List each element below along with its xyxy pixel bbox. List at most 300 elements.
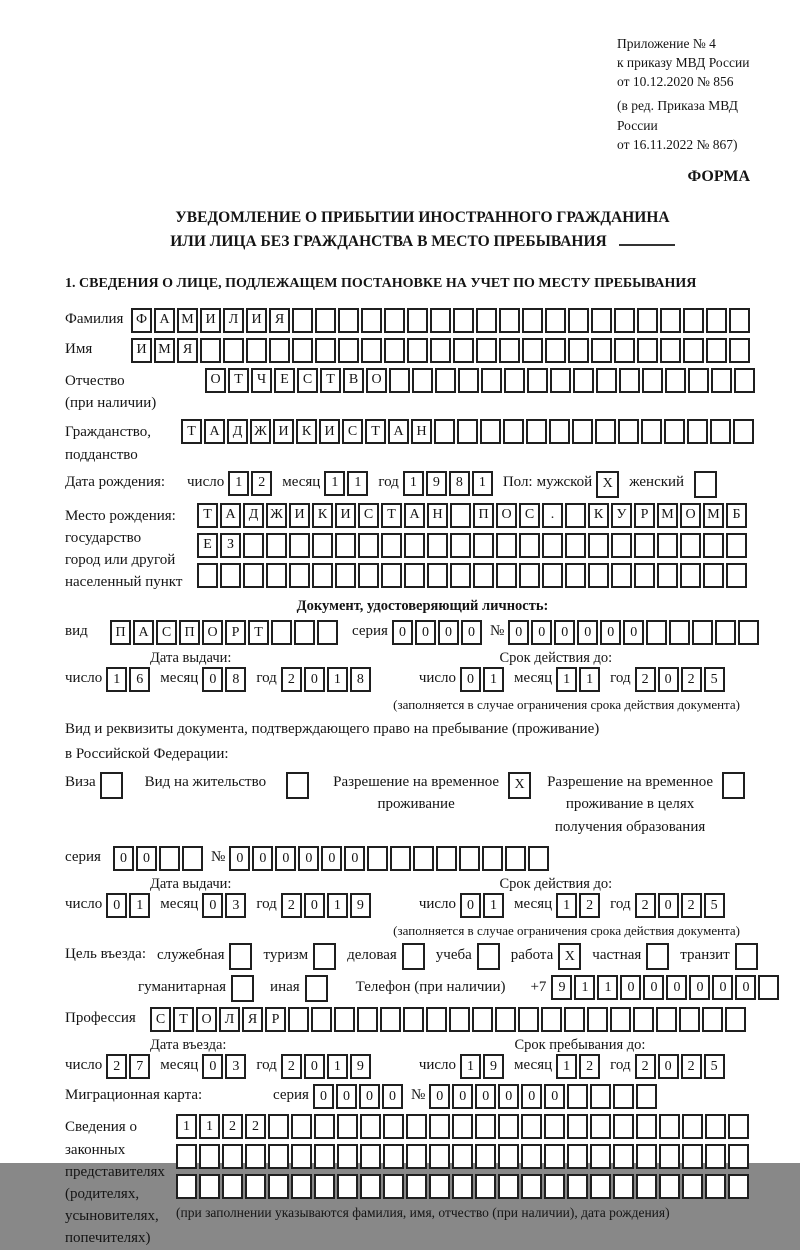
char-box[interactable] (450, 533, 471, 558)
char-box[interactable] (383, 1114, 404, 1139)
char-box[interactable]: И (335, 503, 356, 528)
char-box[interactable]: П (110, 620, 131, 645)
char-box[interactable] (710, 419, 731, 444)
char-box[interactable]: 0 (252, 846, 273, 871)
char-box[interactable] (337, 1114, 358, 1139)
char-box[interactable]: 2 (245, 1114, 266, 1139)
char-box[interactable] (567, 1144, 588, 1169)
char-box[interactable] (435, 368, 456, 393)
char-box[interactable] (611, 533, 632, 558)
char-box[interactable]: 0 (623, 620, 644, 645)
char-box[interactable] (289, 563, 310, 588)
char-box[interactable]: 5 (704, 1054, 725, 1079)
char-box[interactable]: 0 (313, 1084, 334, 1109)
char-box[interactable] (430, 308, 451, 333)
char-box[interactable] (429, 1144, 450, 1169)
purpose-business-checkbox[interactable] (402, 943, 425, 970)
char-box[interactable]: Л (223, 308, 244, 333)
char-box[interactable] (659, 1174, 680, 1199)
char-box[interactable] (457, 419, 478, 444)
char-box[interactable] (199, 1174, 220, 1199)
char-box[interactable]: Б (726, 503, 747, 528)
char-box[interactable] (659, 1114, 680, 1139)
char-box[interactable] (176, 1144, 197, 1169)
char-box[interactable]: 1 (460, 1054, 481, 1079)
char-box[interactable] (634, 563, 655, 588)
char-box[interactable] (383, 1174, 404, 1199)
char-box[interactable]: А (204, 419, 225, 444)
char-box[interactable]: 8 (225, 667, 246, 692)
char-box[interactable] (294, 620, 315, 645)
char-box[interactable] (656, 1007, 677, 1032)
char-box[interactable]: Д (227, 419, 248, 444)
char-box[interactable]: 0 (658, 1054, 679, 1079)
char-box[interactable]: М (177, 308, 198, 333)
char-box[interactable]: 2 (635, 893, 656, 918)
char-box[interactable]: 0 (359, 1084, 380, 1109)
char-box[interactable] (292, 308, 313, 333)
char-box[interactable] (564, 1007, 585, 1032)
char-box[interactable] (406, 1114, 427, 1139)
char-box[interactable]: Ф (131, 308, 152, 333)
char-box[interactable]: 0 (229, 846, 250, 871)
char-box[interactable]: Н (427, 503, 448, 528)
char-box[interactable] (312, 533, 333, 558)
char-box[interactable]: С (156, 620, 177, 645)
char-box[interactable] (291, 1144, 312, 1169)
char-box[interactable] (503, 419, 524, 444)
char-box[interactable]: 2 (281, 893, 302, 918)
char-box[interactable] (738, 620, 759, 645)
char-box[interactable]: Т (320, 368, 341, 393)
char-box[interactable]: 0 (304, 893, 325, 918)
purpose-private-checkbox[interactable] (646, 943, 669, 970)
purpose-tourism-checkbox[interactable] (313, 943, 336, 970)
char-box[interactable] (384, 308, 405, 333)
char-box[interactable]: 1 (556, 667, 577, 692)
char-box[interactable] (726, 563, 747, 588)
char-box[interactable]: 3 (225, 893, 246, 918)
char-box[interactable] (452, 1144, 473, 1169)
char-box[interactable] (682, 1144, 703, 1169)
char-box[interactable] (646, 620, 667, 645)
char-box[interactable] (475, 1174, 496, 1199)
char-box[interactable] (641, 419, 662, 444)
char-box[interactable] (568, 308, 589, 333)
char-box[interactable] (522, 308, 543, 333)
char-box[interactable] (458, 368, 479, 393)
char-box[interactable] (200, 338, 221, 363)
char-box[interactable] (565, 563, 586, 588)
char-box[interactable] (504, 368, 525, 393)
char-box[interactable]: 0 (304, 1054, 325, 1079)
char-box[interactable] (619, 368, 640, 393)
char-box[interactable] (337, 1144, 358, 1169)
char-box[interactable]: 1 (574, 975, 595, 1000)
char-box[interactable] (703, 533, 724, 558)
char-box[interactable] (480, 419, 501, 444)
char-box[interactable] (269, 338, 290, 363)
char-box[interactable] (482, 846, 503, 871)
char-box[interactable]: 0 (577, 620, 598, 645)
char-box[interactable] (266, 563, 287, 588)
char-box[interactable] (427, 533, 448, 558)
char-box[interactable]: 0 (321, 846, 342, 871)
char-box[interactable]: Я (242, 1007, 263, 1032)
char-box[interactable] (337, 1174, 358, 1199)
char-box[interactable] (361, 338, 382, 363)
char-box[interactable] (358, 563, 379, 588)
char-box[interactable]: 0 (136, 846, 157, 871)
char-box[interactable]: 2 (681, 893, 702, 918)
char-box[interactable] (268, 1144, 289, 1169)
char-box[interactable] (459, 846, 480, 871)
char-box[interactable] (703, 563, 724, 588)
char-box[interactable] (637, 338, 658, 363)
char-box[interactable]: П (473, 503, 494, 528)
char-box[interactable] (521, 1144, 542, 1169)
char-box[interactable] (642, 368, 663, 393)
char-box[interactable] (404, 533, 425, 558)
char-box[interactable] (705, 1174, 726, 1199)
char-box[interactable] (496, 563, 517, 588)
char-box[interactable]: 0 (643, 975, 664, 1000)
char-box[interactable] (338, 338, 359, 363)
char-box[interactable] (610, 1007, 631, 1032)
char-box[interactable]: Т (248, 620, 269, 645)
char-box[interactable]: 0 (336, 1084, 357, 1109)
char-box[interactable] (636, 1114, 657, 1139)
char-box[interactable]: Ж (266, 503, 287, 528)
char-box[interactable] (636, 1084, 657, 1109)
char-box[interactable] (636, 1174, 657, 1199)
char-box[interactable] (590, 1174, 611, 1199)
char-box[interactable] (243, 563, 264, 588)
char-box[interactable]: 2 (106, 1054, 127, 1079)
char-box[interactable]: 0 (460, 667, 481, 692)
char-box[interactable] (361, 308, 382, 333)
char-box[interactable] (472, 1007, 493, 1032)
char-box[interactable] (706, 338, 727, 363)
char-box[interactable]: М (154, 338, 175, 363)
char-box[interactable]: 1 (556, 893, 577, 918)
char-box[interactable]: 1 (324, 471, 345, 496)
char-box[interactable]: С (358, 503, 379, 528)
char-box[interactable] (453, 308, 474, 333)
char-box[interactable]: 0 (438, 620, 459, 645)
char-box[interactable] (528, 846, 549, 871)
char-box[interactable] (545, 308, 566, 333)
char-box[interactable] (568, 338, 589, 363)
char-box[interactable] (288, 1007, 309, 1032)
char-box[interactable] (367, 846, 388, 871)
char-box[interactable] (729, 308, 750, 333)
char-box[interactable]: А (133, 620, 154, 645)
char-box[interactable] (637, 308, 658, 333)
char-box[interactable] (360, 1144, 381, 1169)
char-box[interactable]: 0 (658, 893, 679, 918)
char-box[interactable] (389, 368, 410, 393)
char-box[interactable]: 2 (681, 1054, 702, 1079)
char-box[interactable]: Я (177, 338, 198, 363)
char-box[interactable] (613, 1174, 634, 1199)
char-box[interactable]: 0 (202, 1054, 223, 1079)
char-box[interactable] (499, 338, 520, 363)
char-box[interactable]: 0 (452, 1084, 473, 1109)
char-box[interactable]: 1 (327, 1054, 348, 1079)
char-box[interactable]: 0 (275, 846, 296, 871)
char-box[interactable] (705, 1144, 726, 1169)
char-box[interactable] (705, 1114, 726, 1139)
char-box[interactable]: Д (243, 503, 264, 528)
char-box[interactable] (360, 1114, 381, 1139)
char-box[interactable]: 2 (281, 667, 302, 692)
char-box[interactable]: И (289, 503, 310, 528)
char-box[interactable] (268, 1114, 289, 1139)
char-box[interactable]: Я (269, 308, 290, 333)
char-box[interactable]: 1 (472, 471, 493, 496)
char-box[interactable] (611, 563, 632, 588)
char-box[interactable]: К (296, 419, 317, 444)
char-box[interactable]: 1 (129, 893, 150, 918)
char-box[interactable] (733, 419, 754, 444)
char-box[interactable] (521, 1174, 542, 1199)
char-box[interactable]: 1 (403, 471, 424, 496)
char-box[interactable] (453, 338, 474, 363)
char-box[interactable]: М (657, 503, 678, 528)
char-box[interactable] (176, 1174, 197, 1199)
char-box[interactable] (544, 1114, 565, 1139)
char-box[interactable] (614, 338, 635, 363)
char-box[interactable] (452, 1174, 473, 1199)
char-box[interactable] (426, 1007, 447, 1032)
char-box[interactable] (728, 1114, 749, 1139)
char-box[interactable] (588, 563, 609, 588)
char-box[interactable]: И (273, 419, 294, 444)
char-box[interactable]: В (343, 368, 364, 393)
char-box[interactable]: 0 (600, 620, 621, 645)
char-box[interactable] (335, 563, 356, 588)
char-box[interactable] (734, 368, 755, 393)
char-box[interactable]: Е (274, 368, 295, 393)
char-box[interactable] (335, 533, 356, 558)
char-box[interactable]: 1 (597, 975, 618, 1000)
char-box[interactable]: 2 (635, 1054, 656, 1079)
residence-permit-checkbox[interactable] (286, 772, 309, 799)
char-box[interactable] (669, 620, 690, 645)
char-box[interactable] (498, 1144, 519, 1169)
char-box[interactable] (660, 308, 681, 333)
char-box[interactable] (665, 368, 686, 393)
char-box[interactable] (715, 620, 736, 645)
char-box[interactable]: Н (411, 419, 432, 444)
char-box[interactable]: К (312, 503, 333, 528)
char-box[interactable]: 1 (483, 667, 504, 692)
visa-checkbox[interactable] (100, 772, 123, 799)
char-box[interactable]: Л (219, 1007, 240, 1032)
char-box[interactable]: Р (265, 1007, 286, 1032)
char-box[interactable] (519, 533, 540, 558)
char-box[interactable]: 2 (579, 893, 600, 918)
char-box[interactable]: 1 (199, 1114, 220, 1139)
char-box[interactable] (220, 563, 241, 588)
char-box[interactable] (292, 338, 313, 363)
char-box[interactable] (688, 368, 709, 393)
char-box[interactable]: С (519, 503, 540, 528)
char-box[interactable] (587, 1007, 608, 1032)
char-box[interactable] (246, 338, 267, 363)
char-box[interactable] (591, 308, 612, 333)
char-box[interactable] (311, 1007, 332, 1032)
char-box[interactable] (481, 368, 502, 393)
char-box[interactable] (380, 1007, 401, 1032)
char-box[interactable] (657, 563, 678, 588)
char-box[interactable] (726, 533, 747, 558)
char-box[interactable] (613, 1114, 634, 1139)
char-box[interactable] (682, 1174, 703, 1199)
char-box[interactable] (565, 533, 586, 558)
char-box[interactable] (289, 533, 310, 558)
char-box[interactable] (406, 1144, 427, 1169)
char-box[interactable] (758, 975, 779, 1000)
char-box[interactable]: Т (228, 368, 249, 393)
char-box[interactable] (680, 563, 701, 588)
char-box[interactable] (573, 368, 594, 393)
char-box[interactable] (404, 563, 425, 588)
char-box[interactable] (475, 1144, 496, 1169)
char-box[interactable]: О (202, 620, 223, 645)
char-box[interactable]: 0 (498, 1084, 519, 1109)
char-box[interactable] (728, 1174, 749, 1199)
char-box[interactable] (518, 1007, 539, 1032)
char-box[interactable]: 9 (426, 471, 447, 496)
char-box[interactable]: О (205, 368, 226, 393)
char-box[interactable] (317, 620, 338, 645)
female-checkbox[interactable] (694, 471, 717, 498)
char-box[interactable]: 0 (554, 620, 575, 645)
char-box[interactable]: 5 (704, 893, 725, 918)
char-box[interactable]: 0 (658, 667, 679, 692)
char-box[interactable] (427, 563, 448, 588)
char-box[interactable]: Р (225, 620, 246, 645)
char-box[interactable] (545, 338, 566, 363)
char-box[interactable] (590, 1114, 611, 1139)
char-box[interactable]: П (179, 620, 200, 645)
char-box[interactable] (413, 846, 434, 871)
char-box[interactable] (505, 846, 526, 871)
char-box[interactable]: И (319, 419, 340, 444)
char-box[interactable]: Ч (251, 368, 272, 393)
char-box[interactable]: А (404, 503, 425, 528)
char-box[interactable]: 0 (620, 975, 641, 1000)
char-box[interactable] (315, 308, 336, 333)
char-box[interactable] (596, 368, 617, 393)
char-box[interactable] (550, 368, 571, 393)
char-box[interactable]: 0 (106, 893, 127, 918)
char-box[interactable] (222, 1144, 243, 1169)
char-box[interactable]: . (542, 503, 563, 528)
char-box[interactable] (381, 563, 402, 588)
char-box[interactable] (542, 533, 563, 558)
char-box[interactable]: Е (197, 533, 218, 558)
char-box[interactable]: 6 (129, 667, 150, 692)
char-box[interactable]: Р (634, 503, 655, 528)
char-box[interactable]: М (703, 503, 724, 528)
char-box[interactable]: 2 (251, 471, 272, 496)
char-box[interactable] (682, 1114, 703, 1139)
char-box[interactable]: 0 (344, 846, 365, 871)
char-box[interactable] (521, 1114, 542, 1139)
char-box[interactable] (430, 338, 451, 363)
char-box[interactable] (728, 1144, 749, 1169)
char-box[interactable]: 2 (281, 1054, 302, 1079)
char-box[interactable] (567, 1084, 588, 1109)
char-box[interactable] (450, 563, 471, 588)
char-box[interactable]: С (150, 1007, 171, 1032)
char-box[interactable] (452, 1114, 473, 1139)
char-box[interactable]: С (297, 368, 318, 393)
temp-residence-education-checkbox[interactable] (722, 772, 745, 799)
char-box[interactable] (312, 563, 333, 588)
char-box[interactable]: Т (381, 503, 402, 528)
char-box[interactable]: 9 (551, 975, 572, 1000)
char-box[interactable] (522, 338, 543, 363)
char-box[interactable] (245, 1144, 266, 1169)
char-box[interactable] (687, 419, 708, 444)
char-box[interactable]: 0 (429, 1084, 450, 1109)
char-box[interactable]: 0 (508, 620, 529, 645)
char-box[interactable] (590, 1144, 611, 1169)
char-box[interactable] (527, 368, 548, 393)
char-box[interactable]: 0 (521, 1084, 542, 1109)
char-box[interactable]: 0 (461, 620, 482, 645)
char-box[interactable] (384, 338, 405, 363)
char-box[interactable] (271, 620, 292, 645)
temp-residence-checkbox[interactable]: X (508, 772, 531, 799)
char-box[interactable]: 8 (350, 667, 371, 692)
char-box[interactable] (683, 308, 704, 333)
char-box[interactable]: 5 (704, 667, 725, 692)
char-box[interactable]: 0 (392, 620, 413, 645)
char-box[interactable] (291, 1174, 312, 1199)
purpose-official-checkbox[interactable] (229, 943, 252, 970)
char-box[interactable]: Т (365, 419, 386, 444)
char-box[interactable] (291, 1114, 312, 1139)
char-box[interactable]: 7 (129, 1054, 150, 1079)
char-box[interactable] (243, 533, 264, 558)
char-box[interactable] (358, 533, 379, 558)
char-box[interactable]: 0 (202, 667, 223, 692)
char-box[interactable]: 0 (735, 975, 756, 1000)
char-box[interactable] (498, 1174, 519, 1199)
char-box[interactable]: С (342, 419, 363, 444)
char-box[interactable] (390, 846, 411, 871)
char-box[interactable]: И (200, 308, 221, 333)
char-box[interactable] (706, 308, 727, 333)
char-box[interactable] (476, 308, 497, 333)
char-box[interactable] (572, 419, 593, 444)
char-box[interactable]: 0 (475, 1084, 496, 1109)
char-box[interactable] (657, 533, 678, 558)
char-box[interactable] (542, 563, 563, 588)
char-box[interactable]: И (131, 338, 152, 363)
char-box[interactable]: 0 (304, 667, 325, 692)
char-box[interactable] (692, 620, 713, 645)
char-box[interactable]: А (220, 503, 241, 528)
char-box[interactable] (541, 1007, 562, 1032)
char-box[interactable]: 0 (298, 846, 319, 871)
char-box[interactable] (499, 308, 520, 333)
